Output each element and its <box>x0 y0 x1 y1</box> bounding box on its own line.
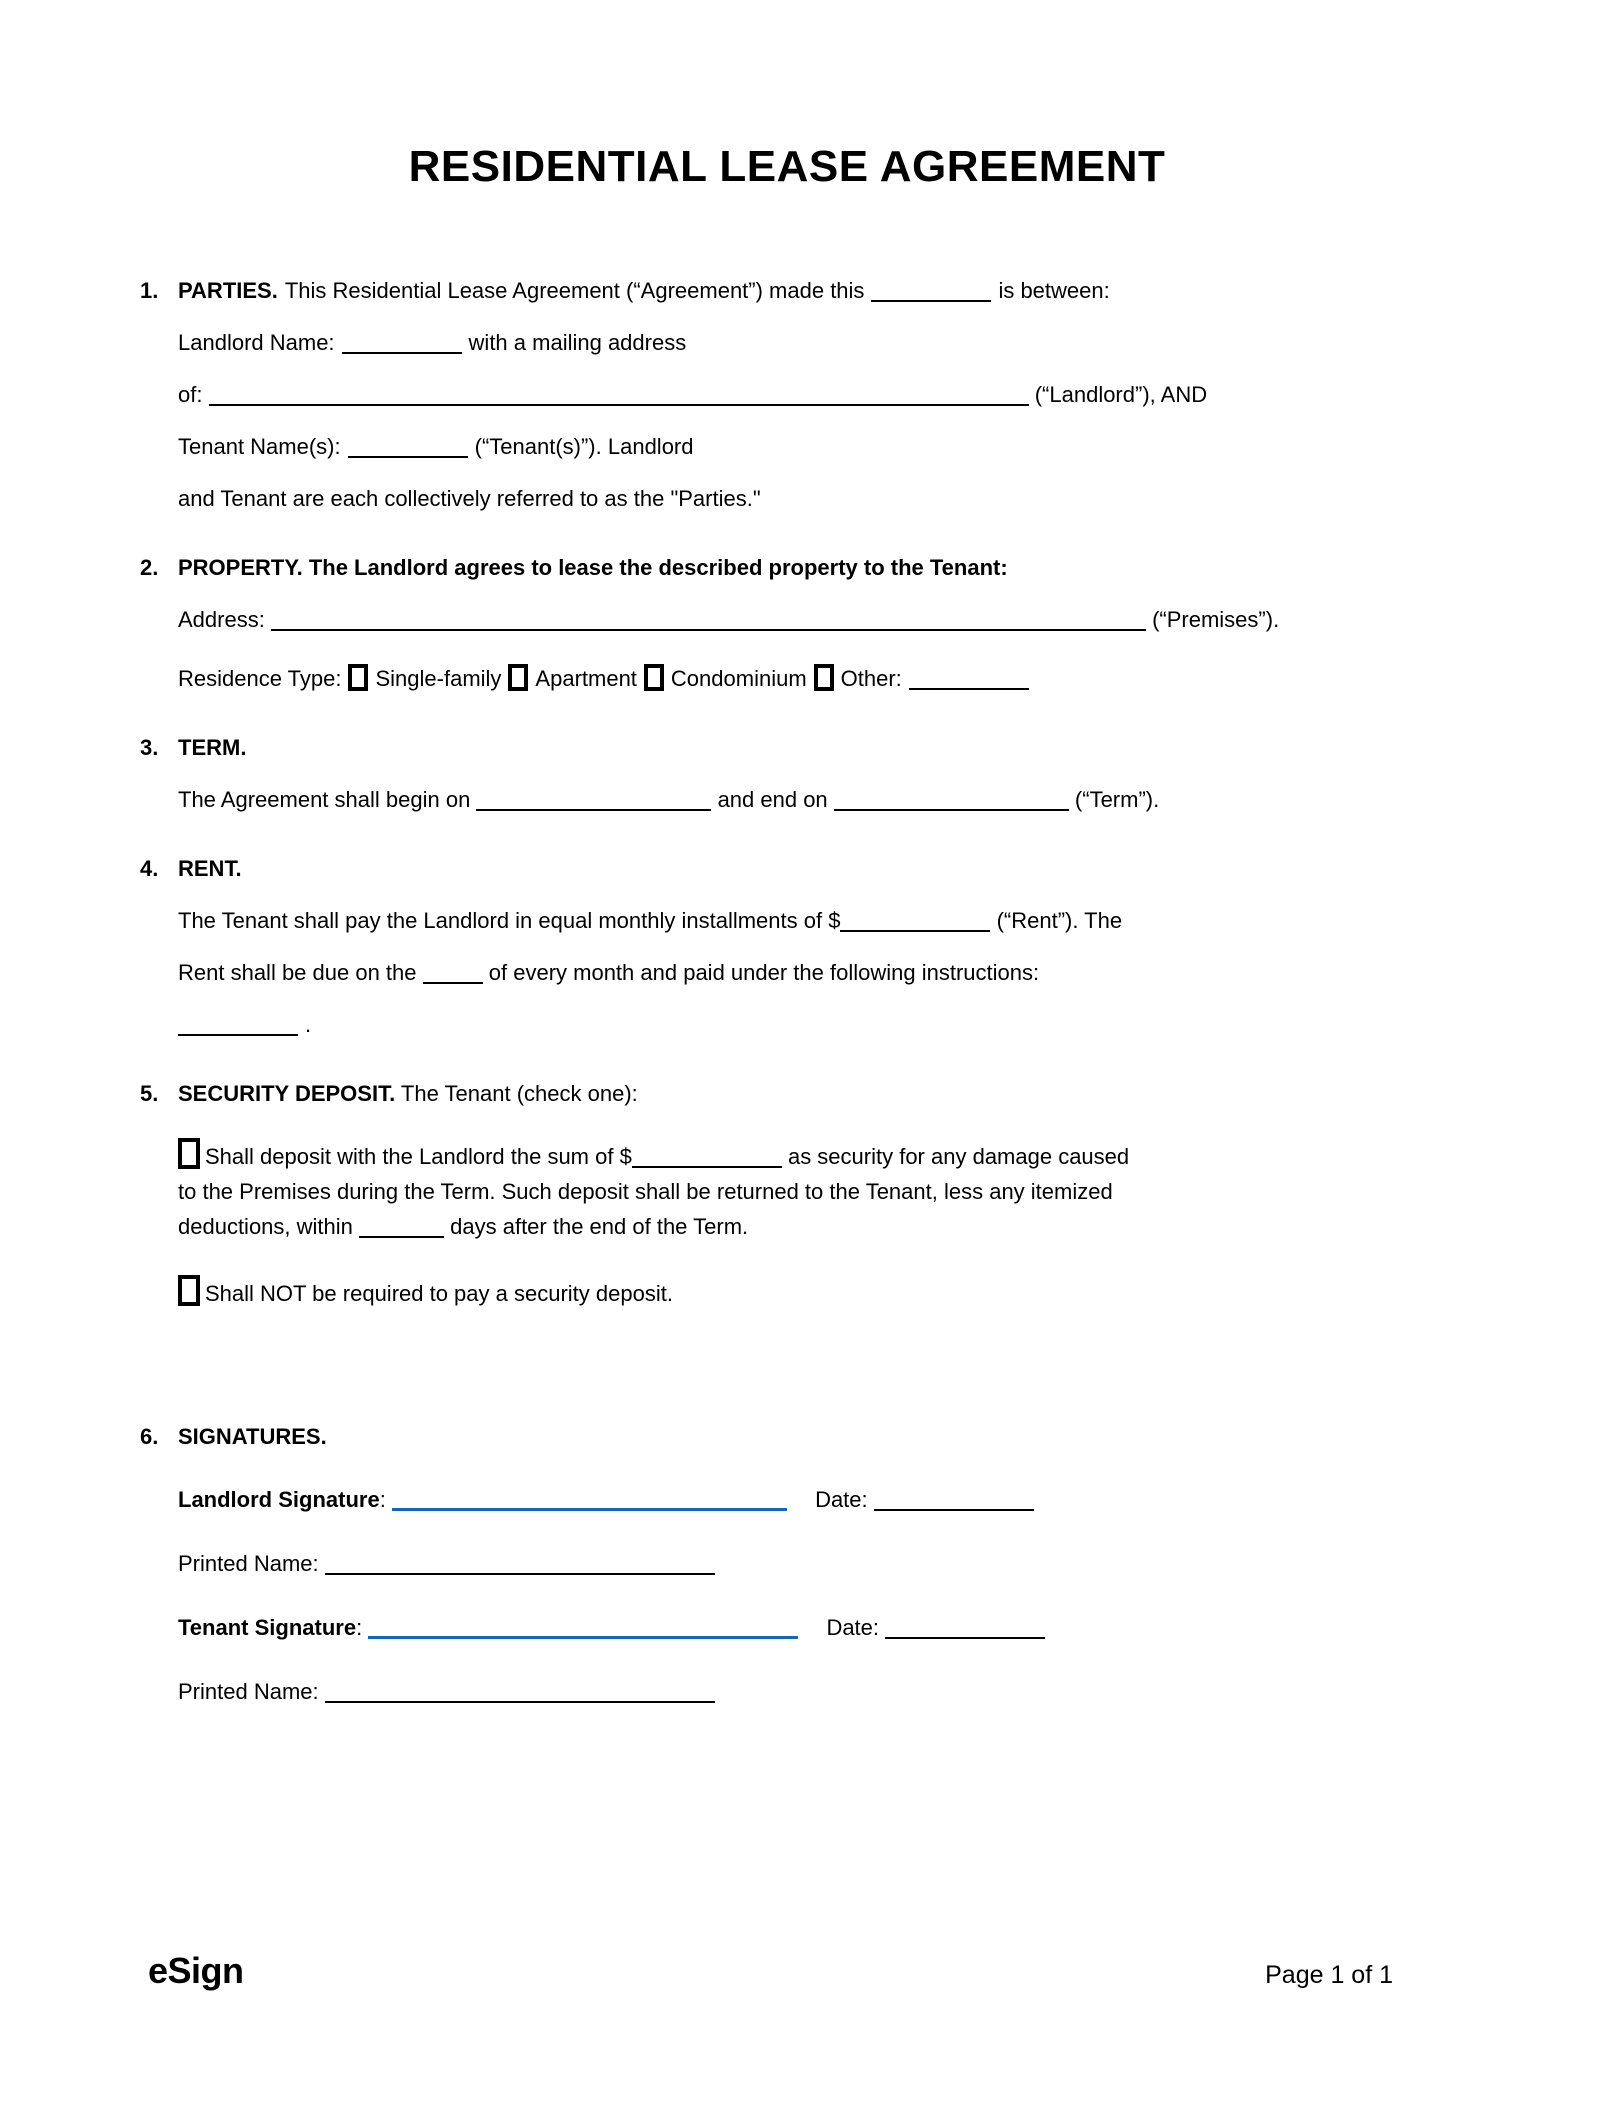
section-deposit-number: 5. <box>140 1081 159 1106</box>
rent-amount-text: The Tenant shall pay the Landlord in equal monthly installments of $ <box>178 908 841 933</box>
rent-due-text: Rent shall be due on the <box>178 960 417 985</box>
no-deposit-checkbox[interactable] <box>178 1275 200 1306</box>
section-term-number: 3. <box>140 735 159 760</box>
section-parties-number: 1. <box>140 278 159 303</box>
property-address-tail: (“Premises”). <box>1152 607 1280 632</box>
single-family-checkbox[interactable] <box>348 664 368 691</box>
deposit-option-1-line-1 <box>178 1133 1434 1170</box>
landlord-printed-name-field[interactable] <box>325 1555 715 1575</box>
landlord-name-field[interactable] <box>342 334 462 354</box>
section-property-number: 2. <box>140 555 159 580</box>
section-rent <box>140 856 1434 1037</box>
deposit-return-tail: days after the end of the Term. <box>450 1214 749 1239</box>
rent-line-3 <box>178 1012 1434 1037</box>
page-indicator: Page 1 of 1 <box>1265 1961 1393 1989</box>
term-end-text: and end on <box>717 787 828 812</box>
landlord-date-label: Date: <box>815 1487 868 1512</box>
landlord-signature-field[interactable] <box>392 1491 787 1511</box>
term-heading-line <box>178 735 1434 760</box>
tenant-printed-name-label: Printed Name: <box>178 1679 319 1704</box>
section-rent-number: 4. <box>140 856 159 881</box>
tenant-printed-name-field[interactable] <box>325 1683 715 1703</box>
document-title: RESIDENTIAL LEASE AGREEMENT <box>408 142 1166 191</box>
tenant-date-label: Date: <box>826 1615 880 1640</box>
deposit-option-1-text-2: to the Premises during the Term. Such deposit shall be returned to the Tenant, less any itemized <box>178 1179 1113 1204</box>
tenant-names-tail: (“Tenant(s)”). Landlord <box>474 434 694 459</box>
landlord-name-tail: with a mailing address <box>468 330 687 355</box>
term-body-line <box>178 787 1434 812</box>
section-term <box>140 735 1434 812</box>
deposit-option-2-line <box>178 1270 1434 1306</box>
parties-line-3 <box>178 382 1434 407</box>
rent-heading: RENT. <box>178 856 242 881</box>
deposit-heading-rest: The Tenant (check one): <box>400 1081 638 1106</box>
property-address-label: Address: <box>178 607 265 632</box>
condominium-checkbox[interactable] <box>644 664 664 691</box>
parties-heading: PARTIES. <box>178 278 278 303</box>
deposit-option-1-text: Shall deposit with the Landlord the sum of $ <box>205 1144 632 1169</box>
tenant-signature-colon: : <box>356 1615 363 1640</box>
property-heading: PROPERTY. <box>178 555 303 580</box>
residence-type-line <box>178 659 1434 691</box>
landlord-name-label: Landlord Name: <box>178 330 335 355</box>
term-end-date-field[interactable] <box>834 791 1069 811</box>
rent-amount-tail: (“Rent”). The <box>996 908 1123 933</box>
other-residence-checkbox[interactable] <box>814 664 834 691</box>
apartment-checkbox[interactable] <box>508 664 528 691</box>
deposit-option-1-line-2 <box>178 1179 1434 1205</box>
deposit-return-text: deductions, within <box>178 1214 353 1239</box>
landlord-printed-name-label: Printed Name: <box>178 1551 319 1576</box>
landlord-signature-label: Landlord Signature <box>178 1487 380 1512</box>
term-heading: TERM. <box>178 735 247 760</box>
rent-amount-field[interactable] <box>840 912 990 932</box>
landlord-date-field[interactable] <box>874 1491 1034 1511</box>
condominium-label: Condominium <box>670 666 807 691</box>
landlord-signature-row <box>178 1487 1434 1512</box>
deposit-option-1-tail: as security for any damage caused <box>787 1144 1130 1169</box>
landlord-address-field[interactable] <box>209 386 1029 406</box>
rent-line-3-period: . <box>305 1012 312 1037</box>
parties-line-2 <box>178 330 1434 355</box>
signatures-heading: SIGNATURES. <box>178 1424 327 1449</box>
residence-type-label: Residence Type: <box>178 666 342 691</box>
property-heading-rest: The Landlord agrees to lease the described property to the Tenant: <box>308 555 1008 580</box>
parties-intro-tail: is between: <box>998 278 1110 303</box>
tenant-signature-label: Tenant Signature <box>178 1615 357 1640</box>
esign-logo: eSign <box>148 1950 244 1991</box>
property-address-field[interactable] <box>271 611 1146 631</box>
parties-line-5 <box>178 486 1434 511</box>
rent-heading-line <box>178 856 1434 881</box>
deposit-heading-line <box>178 1081 1434 1106</box>
agreement-date-field[interactable] <box>871 282 991 302</box>
tenant-names-field[interactable] <box>348 438 468 458</box>
section-signatures-number: 6. <box>140 1424 159 1449</box>
tenant-signature-field[interactable] <box>368 1619 798 1639</box>
term-tail: (“Term”). <box>1074 787 1160 812</box>
section-security-deposit <box>140 1081 1434 1306</box>
other-residence-field[interactable] <box>909 670 1029 690</box>
rent-line-2 <box>178 960 1434 985</box>
tenant-names-label: Tenant Name(s): <box>178 434 341 459</box>
single-family-label: Single-family <box>375 666 502 691</box>
parties-closing-text: and Tenant are each collectively referred to as the "Parties." <box>178 486 761 511</box>
page-footer <box>148 1950 1393 1992</box>
tenant-date-field[interactable] <box>885 1619 1045 1639</box>
term-start-date-field[interactable] <box>476 791 711 811</box>
rent-line-1 <box>178 908 1434 933</box>
term-begin-text: The Agreement shall begin on <box>178 787 471 812</box>
section-parties <box>140 278 1434 511</box>
deposit-amount-field[interactable] <box>632 1148 782 1168</box>
apartment-label: Apartment <box>535 666 637 691</box>
parties-intro-text: This Residential Lease Agreement (“Agreement”) made this <box>284 278 865 303</box>
rent-due-tail: of every month and paid under the following instructions: <box>488 960 1040 985</box>
rent-due-day-field[interactable] <box>423 964 483 984</box>
landlord-address-label: of: <box>178 382 203 407</box>
section-property <box>140 555 1434 691</box>
deposit-option-2-text: Shall NOT be required to pay a security deposit. <box>205 1281 673 1306</box>
tenant-signature-row <box>178 1615 1434 1640</box>
deposit-return-days-field[interactable] <box>359 1218 444 1238</box>
signatures-heading-line <box>178 1424 1434 1449</box>
landlord-signature-colon: : <box>379 1487 386 1512</box>
section-signatures <box>140 1424 1434 1704</box>
property-heading-line <box>178 555 1434 580</box>
landlord-address-tail: (“Landlord”), AND <box>1034 382 1208 407</box>
parties-line-4 <box>178 434 1434 459</box>
parties-line-1 <box>178 278 1434 303</box>
deposit-heading: SECURITY DEPOSIT. <box>178 1081 396 1106</box>
deposit-option-1-line-3 <box>178 1214 1434 1240</box>
payment-instructions-field[interactable] <box>178 1016 298 1036</box>
property-address-line <box>178 607 1434 632</box>
deposit-required-checkbox[interactable] <box>178 1138 200 1169</box>
other-residence-label: Other: <box>840 666 902 691</box>
tenant-printed-name-row <box>178 1679 1434 1704</box>
landlord-printed-name-row <box>178 1551 1434 1576</box>
